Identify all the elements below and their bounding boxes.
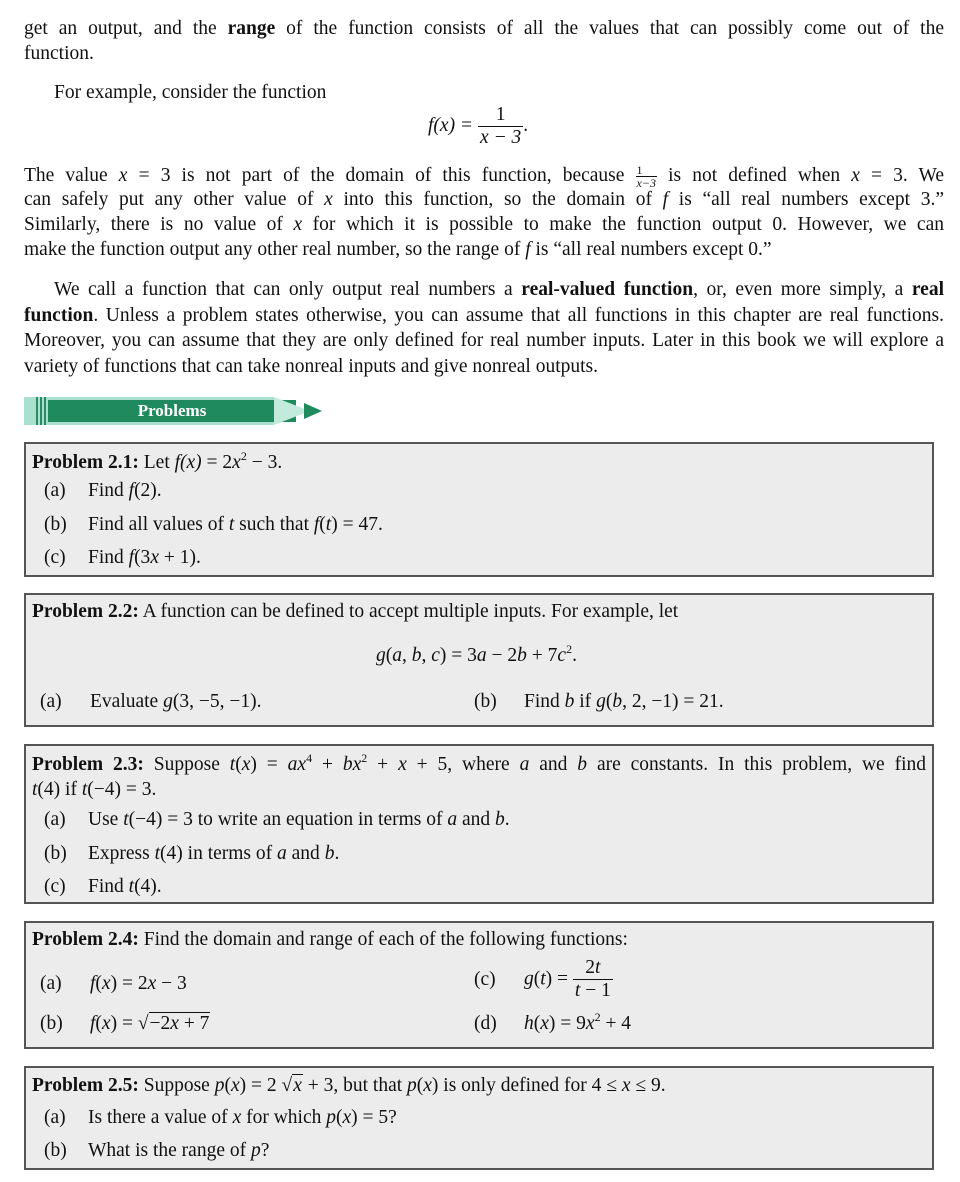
text-span: ( (605, 691, 613, 712)
text-span: , (402, 645, 412, 666)
text-span: + 7 (526, 645, 558, 666)
text-span: 2 (594, 1010, 601, 1024)
text-span: Find all values of (88, 514, 229, 535)
math-variable: f (662, 189, 669, 210)
text-span: ) = (250, 754, 288, 775)
math-variable: t (128, 876, 135, 897)
text-span: ) is only defined for 4 ≤ (431, 1075, 622, 1096)
text-span: ) = 47. (331, 514, 383, 535)
text-span: . Unless a problem states otherwise, you can assume that all functions in this chapter are real functions. Moreover, you can assume that they are only defined for real number inputs. Later in this book we will explore a variety of functions that can take nonreal inputs and give nonreal outputs. (24, 304, 944, 377)
domain-line-2 (24, 187, 944, 213)
text-span: Find (88, 547, 129, 568)
math-variable: x (101, 973, 111, 994)
text-span: such that (234, 514, 314, 535)
problem-part (44, 545, 201, 571)
text-span: ( (385, 645, 393, 666)
banner-label: Problems (137, 401, 207, 420)
text-span: into this function, so the domain of (332, 189, 663, 210)
text-span: Is there a value of (88, 1107, 233, 1128)
math-variable: t (325, 514, 332, 535)
text-span: (b) (474, 691, 497, 712)
text-span: + 7 (178, 1013, 210, 1034)
text-span: ) = 2 (110, 973, 148, 994)
math-variable: t (574, 980, 581, 1001)
text-span: ? (260, 1140, 270, 1161)
math-variable: f (525, 239, 531, 260)
denominator: x − 3 (479, 127, 522, 148)
text-span: (b) (44, 1140, 67, 1161)
problem-stem (32, 927, 628, 953)
problem-part (44, 841, 339, 867)
text-span: ≤ 9. (630, 1075, 666, 1096)
text-span (573, 957, 613, 980)
text-span: + 5, where (406, 754, 520, 775)
text-span: are constants. In this problem, we find (587, 754, 927, 775)
square-root: √x (281, 1075, 302, 1096)
text-span: Use (88, 809, 124, 830)
text-span: ) = 5? (351, 1107, 397, 1128)
text: get an output, and the (24, 18, 228, 39)
math-variable: f (90, 973, 96, 994)
fraction (573, 957, 613, 1002)
text-span: (a) (44, 1107, 66, 1128)
intro-line-1 (24, 16, 944, 42)
math-variable: c (557, 645, 567, 666)
fraction (478, 104, 523, 149)
text-span: + 3, but that (302, 1075, 408, 1096)
text-span: ( (336, 1107, 343, 1128)
math-variable: a (476, 645, 487, 666)
text-span: (2). (134, 480, 162, 501)
math-variable: p (250, 1140, 261, 1161)
math-variable: t (81, 779, 88, 800)
formula-lhs: f(x) = (428, 114, 474, 136)
intro-line-2: function. (24, 43, 94, 64)
text-span: (a) (40, 973, 62, 994)
text-span: −2 (149, 1013, 171, 1034)
text-span: (b) (44, 514, 67, 535)
math-variable: x (293, 214, 303, 235)
problem-stem (32, 1073, 666, 1099)
text-span: and (457, 809, 496, 830)
problem-part (44, 512, 383, 538)
math-variable: x (150, 547, 159, 568)
math-variable: t (32, 779, 38, 800)
text-span: Problem 2.3: (32, 754, 144, 775)
problem-part: (a) f(x) = 2x − 3 (40, 971, 187, 997)
text-span: 2 (585, 957, 596, 978)
problem-part (40, 689, 261, 715)
real-function-paragraph (24, 277, 944, 379)
math-variable: ax (287, 754, 307, 775)
problem-part (474, 689, 724, 715)
text-span: ( (224, 1075, 231, 1096)
text-span: + 1). (158, 547, 201, 568)
problem-part: (b) f(x) = √−2x + 7 (40, 1011, 210, 1037)
text-span: Suppose (143, 754, 230, 775)
problem-2-3 (24, 744, 934, 904)
text-span: (4). (134, 876, 162, 897)
text-span: ) = 2 (239, 1075, 282, 1096)
math-variable: b (612, 691, 623, 712)
problem-2-2 (24, 593, 934, 727)
math-variable: f (313, 514, 320, 535)
problem-2-5 (24, 1066, 934, 1170)
text-span: Problem 2.1: (32, 452, 139, 473)
text-span: Similarly, there is no value of (24, 214, 294, 235)
text-span: = 2 (201, 452, 233, 473)
text-span: + (312, 754, 343, 775)
text-span: What is the range of (88, 1140, 251, 1161)
text-span: Express (88, 843, 155, 864)
math-variable: x (423, 1075, 432, 1096)
text-span: (a) (44, 809, 66, 830)
text-span: = 3. We (859, 165, 945, 186)
text-span: (d) (474, 1013, 497, 1034)
text-span: for which it is possible to make the function output 0. However, we can (302, 214, 944, 235)
problems-banner (24, 395, 324, 427)
text-span: (c) (44, 547, 66, 568)
math-variable: t (228, 514, 235, 535)
math-variable: x (621, 1075, 631, 1096)
problem-2-4 (24, 921, 934, 1049)
math-variable: x−3 (636, 176, 656, 191)
text-span: ) = (110, 1013, 138, 1034)
text-span: 2 (361, 751, 368, 765)
math-variable: c (431, 645, 440, 666)
term-range: range (227, 18, 276, 39)
math-variable: x (540, 1013, 549, 1034)
text-span: (a) (44, 480, 66, 501)
math-variable: a (392, 645, 402, 666)
term-real-valued-function: real-valued function (521, 279, 694, 300)
math-variable: bx (342, 754, 362, 775)
math-variable: x (232, 452, 241, 473)
math-variable: g (163, 691, 173, 712)
text-span: can safely put any other value of (24, 189, 325, 210)
math-variable: b (577, 754, 588, 775)
text-span: (b) (40, 1013, 63, 1034)
text-span: ( (235, 754, 242, 775)
math-variable: x (170, 1013, 179, 1034)
problem-stem-line-2 (32, 777, 156, 803)
math-variable: t (595, 957, 601, 978)
text-span: if (574, 691, 597, 712)
math-variable: b (411, 645, 422, 666)
text-span: − 1 (580, 980, 611, 1001)
domain-line-3 (24, 212, 944, 238)
text-span: 2 (566, 642, 573, 656)
pencil-stripes (36, 397, 46, 425)
text-span: (−4) = 3. (87, 779, 157, 800)
text-span: ( (416, 1075, 424, 1096)
text-span: Find (88, 876, 129, 897)
text-span: and (286, 843, 325, 864)
text-span: is “all real numbers except 0.” (530, 239, 772, 260)
math-variable: x (147, 973, 157, 994)
text-span: (4) in terms of (160, 843, 278, 864)
text-span: (3 (134, 547, 151, 568)
text-span: is not defined when (656, 165, 852, 186)
math-variable: x (398, 754, 407, 775)
problem-stem (32, 450, 282, 476)
text-span: Problem 2.5: (32, 1075, 139, 1096)
math-variable: f (90, 1013, 96, 1034)
text-span: (c) (44, 876, 66, 897)
text-span: Find (88, 480, 129, 501)
math-variable: x (585, 1013, 595, 1034)
math-variable: x (293, 1075, 302, 1096)
math-variable: g (376, 645, 386, 666)
problem-part (44, 874, 162, 900)
text-span: . (504, 809, 510, 830)
text-span: , 2, −1) = 21. (622, 691, 724, 712)
text-span: 4 (306, 751, 313, 765)
domain-line-1 (24, 163, 944, 189)
math-variable: x (101, 1013, 111, 1034)
text-span: (a) (40, 691, 62, 712)
text-span: Find (524, 691, 565, 712)
problem-part (44, 478, 162, 504)
text-span: for which (241, 1107, 327, 1128)
text-span (149, 1012, 211, 1034)
math-variable: t (540, 968, 546, 990)
math-variable: g (596, 691, 606, 712)
math-variable: p (326, 1107, 336, 1128)
math-variable: b (564, 691, 575, 712)
math-variable: b (517, 645, 527, 666)
text-span (573, 980, 613, 1002)
text-span: Problem 2.4: (32, 929, 139, 950)
text-span: . (334, 843, 340, 864)
math-variable: g (524, 968, 534, 990)
math-variable: x (118, 165, 128, 186)
math-variable: b (324, 843, 335, 864)
math-variable: x (230, 1075, 240, 1096)
square-root: √−2x + 7 (137, 1013, 210, 1034)
text-span: Let (138, 452, 175, 473)
problem-part (474, 957, 613, 1002)
problem-formula (376, 643, 577, 669)
math-variable: x (241, 754, 251, 775)
math-variable: t (154, 843, 161, 864)
math-variable: b (495, 809, 505, 830)
math-variable: x (851, 165, 860, 186)
math-variable: t (123, 809, 129, 830)
text-span: = 3 is not part of the domain of this function, because (127, 165, 636, 186)
text-span: 2 (240, 449, 247, 463)
problem-part (44, 807, 510, 833)
math-variable: p (407, 1075, 417, 1096)
math-variable: a (277, 843, 287, 864)
math-variable: f(x) (174, 452, 202, 473)
inline-fraction (636, 164, 657, 189)
text-span: − 3 (156, 973, 187, 994)
text-span: Problem 2.2: (32, 601, 139, 622)
text-span: (4) if (37, 779, 82, 800)
text-span: is “all real numbers except 3.” (668, 189, 944, 210)
text-span: (−4) = 3 to write an equation in terms of (128, 809, 448, 830)
term-real-function: real function (24, 279, 944, 326)
text-span: and (529, 754, 578, 775)
problem-stem (32, 599, 678, 625)
math-variable: f (128, 480, 135, 501)
text-span: Evaluate (90, 691, 164, 712)
text-span: (3, −5, −1). (172, 691, 262, 712)
math-variable: a (519, 754, 530, 775)
text-span: g(t) = (524, 968, 569, 990)
text-span: ) = (545, 968, 569, 990)
math-variable: t (229, 754, 236, 775)
text-span: A function can be defined to accept multiple inputs. For example, let (138, 601, 679, 622)
text-span: 1 (636, 164, 657, 177)
text-span: Find the domain and range of each of the following functions: (138, 929, 628, 950)
text-span: + 4 (600, 1013, 632, 1034)
text-span: . (572, 645, 577, 666)
math-variable: x (324, 189, 333, 210)
text-span: ) = 9 (548, 1013, 586, 1034)
math-variable: f (128, 547, 135, 568)
text-span: Suppose (138, 1075, 215, 1096)
pencil-point-icon (304, 403, 322, 419)
text-span: (c) (474, 968, 496, 990)
text-span: + (367, 754, 399, 775)
text: of the function consists of all the values that can possibly come out of the (275, 18, 944, 39)
text-span: − 3. (246, 452, 283, 473)
numerator: 1 (478, 104, 523, 127)
text-span: , (421, 645, 432, 666)
text-span: make the function output any other real number, so the range of (24, 239, 526, 260)
text-span: The value (24, 165, 119, 186)
problem-stem (32, 752, 926, 778)
math-variable: a (447, 809, 458, 830)
problem-part: (d) $h(x) = 9x^2 + 4$ (474, 1011, 631, 1037)
math-variable: p (214, 1075, 225, 1096)
period: . (523, 114, 529, 136)
text-span: ( (319, 514, 326, 535)
problem-part (44, 1105, 397, 1131)
display-formula (428, 104, 528, 149)
text-span: , or, even more simply, a (693, 279, 912, 300)
math-variable: x (342, 1107, 352, 1128)
domain-line-4 (24, 237, 944, 263)
text-span: We call a function that can only output real numbers a (54, 279, 522, 300)
problem-part (44, 1138, 269, 1164)
text-span: − 2 (486, 645, 518, 666)
example-lead: For example, consider the function (54, 82, 327, 103)
text-span: (b) (44, 843, 67, 864)
problem-2-1 (24, 442, 934, 577)
text-span: ) = 3 (439, 645, 477, 666)
math-variable: x (232, 1107, 242, 1128)
math-variable: h (524, 1013, 534, 1034)
